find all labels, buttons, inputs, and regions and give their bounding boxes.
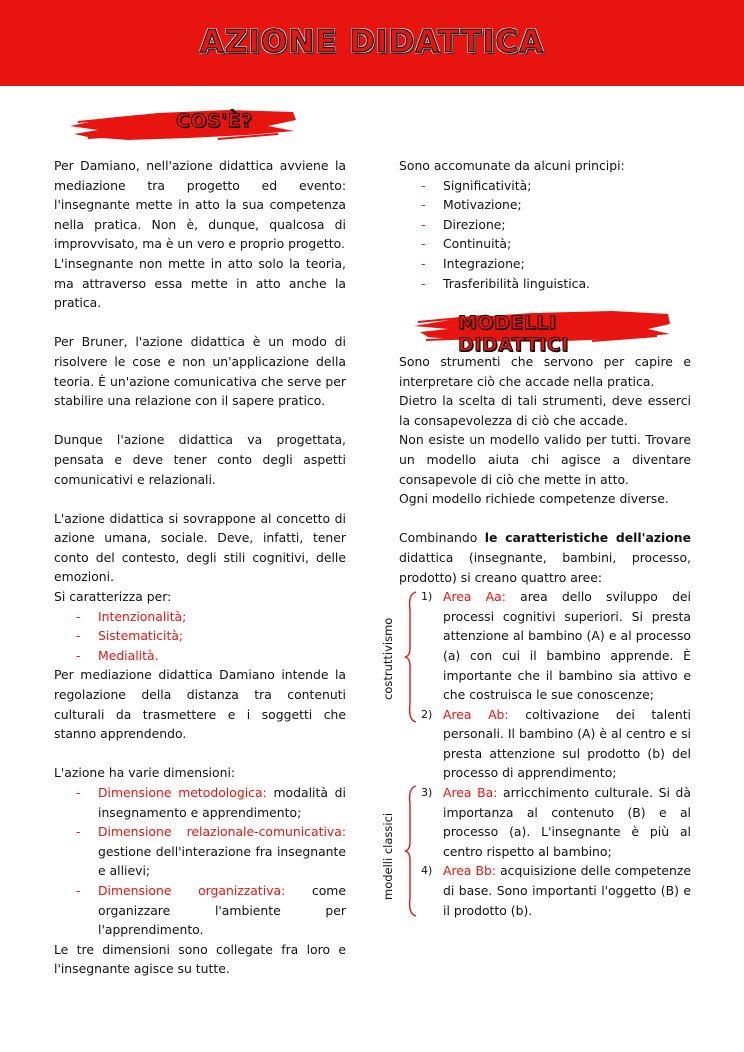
list-item: - Intenzionalità; <box>76 608 187 624</box>
paragraph-scelta: Dietro la scelta di tali strumenti, deve esserci la consapevolezza di ciò che accade. <box>399 393 691 428</box>
paragraph-azione-umana: L'azione didattica si sovrappone al concetto di azione umana, sociale. Deve, infatti, tener conto del contesto, degli stili cognitivi, delle emozioni. <box>54 510 346 585</box>
dimensions-list <box>54 783 346 940</box>
list-item: 4) Area Bb: acquisizione delle competenze di base. Sono importanti l'oggetto (B) e il prodotto (b). <box>421 863 691 918</box>
list-item: 1) Area Aa: area dello sviluppo dei processi cognitivi superiori. Si presta attenzione al bambino (A) e al processo (a) con cui il bambino apprende. È importante che il bambino sia attivo e che costruisca le sue conoscenze; <box>421 589 691 703</box>
label-costruttivismo: costruttivismo <box>381 617 395 700</box>
label-modelli-classici: modelli classici <box>381 812 395 900</box>
brace-modelli-classici <box>404 784 418 918</box>
list-item: - Dimensione relazionale-comunicativa: gestione dell'interazione fra insegnante e allievi; <box>76 824 346 879</box>
list-item: - Significatività; <box>421 177 532 193</box>
paragraph-bruner: Per Bruner, l'azione didattica è un modo di risolvere le cose e non un'applicazione della teoria. È un'azione comunicativa che serve per stabilire una relazione con il sapere pratico. <box>54 334 346 409</box>
list-item: 3) Area Ba: arricchimento culturale. Si dà importanza al contenuto (B) e al processo (a). L'insegnante è più al centro rispetto al bambino; <box>421 785 691 859</box>
paragraph-caratterizza: Si caratterizza per: <box>54 589 172 605</box>
left-column <box>54 156 346 979</box>
features-list <box>54 607 346 666</box>
list-item: - Direzione; <box>421 216 506 232</box>
list-item: 2) Area Ab: coltivazione dei talenti personali. Il bambino (A) è al centro e si presta attenzione sul prodotto (b) del processo di apprendimento; <box>421 706 691 781</box>
list-item: - Motivazione; <box>421 197 522 213</box>
paragraph-progettata: Dunque l'azione didattica va progettata, pensata e deve tener conto degli aspetti comunicativi e relazionali. <box>54 432 346 487</box>
paragraph-collegate: Le tre dimensioni sono collegate fra loro e l'insegnante agisce su tutte. <box>54 941 346 977</box>
list-item: - Dimensione organizzativa: come organizzare l'ambiente per l'apprendimento. <box>76 882 346 938</box>
list-item: - Medialità. <box>76 647 159 663</box>
list-item: - Continuità; <box>421 236 512 252</box>
paragraph-modello-valido: Non esiste un modello valido per tutti. Trovare un modello aiuta chi agisce a diventare consapevole di ciò che mette in atto. <box>399 432 691 487</box>
paragraph-competenze: Ogni modello richiede competenze diverse. <box>399 491 669 507</box>
section-title-cose: COS'È? <box>176 110 253 132</box>
page-title: AZIONE DIDATTICA <box>199 24 545 60</box>
list-item: - Trasferibilità linguistica. <box>421 275 590 291</box>
right-column-principles <box>399 156 691 293</box>
section-title-modelli: MODELLI DIDATTICI <box>458 312 569 356</box>
principles-list <box>399 176 691 294</box>
header-banner <box>0 0 744 86</box>
areas-list <box>399 587 691 920</box>
paragraph-damiano: Per Damiano, nell'azione didattica avviene la mediazione tra progetto ed evento: l'insegnante mette in atto la sua competenza nella pratica. Non è, dunque, qualcosa di improvvisato, ma è un vero e proprio progetto. <box>54 158 346 252</box>
paragraph-strumenti: Sono strumenti che servono per capire e interpretare ciò che accade nella pratica. <box>399 354 691 389</box>
right-column-models <box>399 352 691 920</box>
paragraph-dimensioni: L'azione ha varie dimensioni: <box>54 765 236 781</box>
section-heading-cose <box>68 104 298 144</box>
brace-costruttivismo <box>404 590 418 724</box>
paragraph-mediazione: Per mediazione didattica Damiano intende la regolazione della distanza tra contenuti culturali da trasmettere e i soggetti che stanno apprendendo. <box>54 667 346 742</box>
paragraph-teoria: L'insegnante non mette in atto solo la teoria, ma attraverso essa mette in atto anche la pratica. <box>54 255 346 311</box>
paragraph-combinando: Combinando le caratteristiche dell'azione didattica (insegnante, bambini, processo, prodotto) si creano quattro aree: <box>399 530 691 585</box>
section-heading-modelli <box>412 306 674 356</box>
list-item: - Dimensione metodologica: modalità di insegnamento e apprendimento; <box>76 785 346 820</box>
list-item: - Sistematicità; <box>76 628 184 644</box>
list-item: - Integrazione; <box>421 255 525 271</box>
paragraph-principi: Sono accomunate da alcuni principi: <box>399 158 625 173</box>
